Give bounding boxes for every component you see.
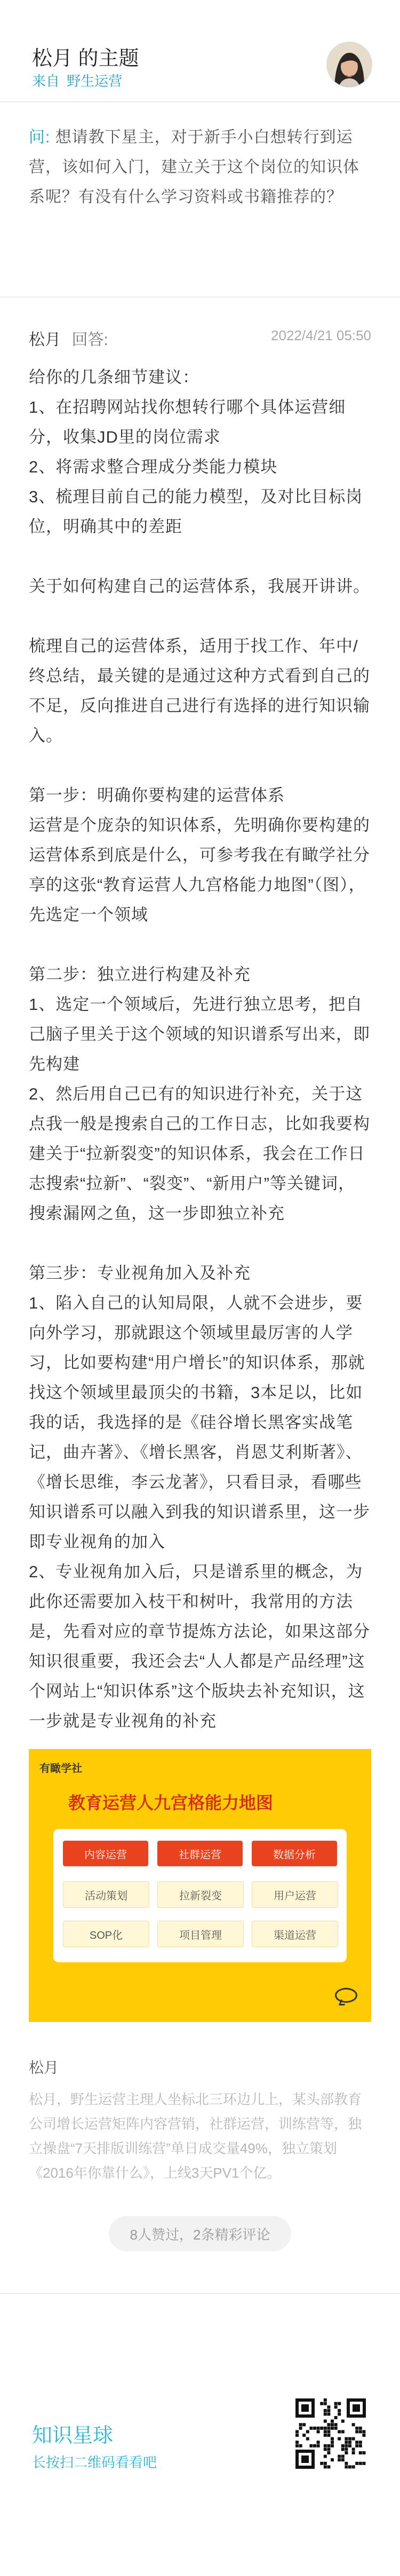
qr-module (341, 2447, 345, 2451)
paragraph-gap (29, 1229, 371, 1258)
qr-module (327, 2434, 330, 2437)
footer-divider (0, 2293, 400, 2294)
qr-module (306, 2437, 309, 2441)
map-cell: 项目管理 (157, 1921, 244, 1947)
qr-module (355, 2441, 358, 2444)
qr-module (359, 2451, 362, 2454)
answer-paragraph: 1、在招聘网站找你想转行哪个具体运营细分，收集JD里的岗位需求 (29, 398, 346, 446)
answer-header (29, 326, 371, 353)
paragraph-gap (29, 930, 371, 960)
qr-module (320, 2427, 323, 2430)
answer-paragraph: 第二步：独立进行构建及补充 (29, 965, 251, 984)
qr-module (324, 2462, 327, 2465)
qr-module (352, 2423, 355, 2426)
author-avatar[interactable] (326, 42, 372, 87)
avatar-image (327, 42, 372, 87)
answer-paragraph: 运营是个庞杂的知识体系，先明确你要构建的运营体系到底是什么，可参考我在有瞰学社分享的这张“教育运营人九宫格能力地图”（图），先选定一个领域 (29, 816, 370, 924)
qr-module (327, 2444, 330, 2447)
qr-module (355, 2427, 358, 2430)
paragraph-gap (29, 542, 371, 572)
qr-module (345, 2441, 348, 2444)
qr-module (327, 2423, 330, 2426)
map-grid (53, 1829, 347, 1962)
qr-module (295, 2430, 299, 2433)
qr-module (299, 2423, 302, 2426)
qr-module (302, 2434, 306, 2437)
qr-module (309, 2444, 313, 2447)
qr-module (327, 2409, 330, 2412)
qr-module (331, 2437, 334, 2441)
qr-module (313, 2427, 316, 2430)
qr-module (324, 2434, 327, 2437)
qr-module (306, 2430, 309, 2433)
qr-module (352, 2447, 355, 2451)
qr-module (320, 2462, 323, 2465)
answer-paragraph: 2、然后用自己已有的知识进行补充，关于这点我一般是搜索自己的工作日志，比如我要构建关于“拉新裂变”的知识体系，我会在工作日志搜索“拉新”、“裂变”、“新用户”等关键词，搜索漏网之鱼，这一步即独立补充 (29, 1085, 370, 1223)
qr-module (324, 2402, 327, 2405)
footer-tip: 长按扫二维码看看吧 (32, 2454, 157, 2470)
qr-module (324, 2465, 327, 2468)
qr-module (295, 2441, 299, 2444)
answer-paragraph: 1、选定一个领域后，先进行独立思考，把自己脑子里关于这个领域的知识谱系写出来，即先构建 (29, 995, 370, 1073)
qr-module (362, 2451, 365, 2454)
answer-paragraph: 梳理自己的运营体系，适用于找工作、年中/终总结，最关键的是通过这种方式看到自己的不足，反向推进自己进行有选择的进行知识输入。 (29, 637, 370, 745)
qr-module (317, 2441, 320, 2444)
answer-paragraph: 2、专业视角加入后，只是谱系里的概念，为此你还需要加入枝干和树叶，我常用的方法是，先看对应的章节提炼方法论，如果这部分知识很重要，我还会去“人人都是产品经理”这个网站上“知识体系”这个版块去补充知识，这一步就是专业视角的补充 (29, 1562, 370, 1730)
qr-module (324, 2409, 327, 2412)
map-cell: 内容运营 (63, 1841, 148, 1866)
qr-module (338, 2412, 341, 2415)
qr-code-image (293, 2396, 368, 2471)
answer-paragraph: 2、将需求整合理成分类能力模块 (29, 458, 278, 476)
qr-module (348, 2437, 351, 2441)
qr-module (359, 2427, 362, 2430)
qr-module (345, 2451, 348, 2454)
qr-module (348, 2441, 351, 2444)
map-title: 教育运营人九宫格能力地图 (68, 1793, 274, 1812)
qr-module (338, 2409, 341, 2412)
qr-module (334, 2402, 338, 2405)
qr-module (338, 2430, 341, 2433)
qr-module (327, 2430, 330, 2433)
qr-module (299, 2444, 302, 2447)
qr-module (341, 2444, 345, 2447)
qr-module (362, 2434, 365, 2437)
question-tag: 问: (29, 129, 51, 146)
qr-module (302, 2423, 306, 2426)
qr-module (355, 2444, 358, 2447)
qr-module (341, 2430, 345, 2433)
qr-module (299, 2427, 302, 2430)
question-block (29, 123, 371, 212)
map-cell: SOP化 (63, 1921, 149, 1947)
qr-module (359, 2444, 362, 2447)
map-brand: 有瞰学社 (39, 1763, 82, 1775)
answer-paragraph: 第三步：专业视角加入及补充 (29, 1264, 251, 1282)
qr-module (334, 2405, 338, 2409)
qr-module (341, 2455, 345, 2458)
qr-module (309, 2427, 313, 2430)
qr-module (359, 2441, 362, 2444)
topic-source (32, 70, 122, 90)
qr-module (324, 2412, 327, 2415)
qr-module (331, 2441, 334, 2444)
answer-body (29, 363, 371, 1736)
paragraph-gap (29, 751, 371, 781)
qr-module (324, 2455, 327, 2458)
answer-paragraph: 给你的几条细节建议： (29, 368, 199, 387)
qr-code[interactable] (293, 2396, 368, 2471)
qr-module (327, 2412, 330, 2415)
question-text: 想请教下星主，对于新手小白想转行到运营，该如何入门，建立关于这个岗位的知识体系呢？有没有什么学习资料或书籍推荐的？ (29, 129, 359, 206)
map-cell: 活动策划 (63, 1881, 149, 1908)
capability-map-image[interactable] (29, 1749, 371, 2022)
qr-module (295, 2444, 299, 2447)
qr-module (320, 2402, 323, 2405)
answer-paragraph: 关于如何构建自己的运营体系，我展开讲讲。 (29, 577, 370, 596)
source-circle-link[interactable]: 野生运营 (67, 73, 123, 89)
qr-module (345, 2437, 348, 2441)
chat-icon (335, 1988, 357, 2003)
qr-module (345, 2447, 348, 2451)
qr-module (324, 2447, 327, 2451)
qr-module (338, 2437, 341, 2441)
qr-module (331, 2423, 334, 2426)
qr-module (348, 2444, 351, 2447)
topic-title: 松月 的主题 (32, 47, 139, 70)
qr-module (324, 2427, 327, 2430)
footer (0, 2301, 400, 2576)
qr-module (324, 2444, 327, 2447)
topic-header (0, 0, 400, 91)
qr-module (352, 2437, 355, 2441)
map-cell: 拉新裂变 (157, 1881, 244, 1908)
qr-module (334, 2423, 338, 2426)
qr-module (359, 2462, 362, 2465)
answer-author[interactable]: 松月 (29, 331, 61, 349)
qr-module (317, 2444, 320, 2447)
qr-module (338, 2402, 341, 2405)
bio-name: 松月 (29, 2059, 59, 2076)
qr-module (345, 2465, 348, 2468)
qr-module (352, 2465, 355, 2468)
qr-module (331, 2420, 334, 2423)
qr-module (348, 2465, 351, 2468)
likes-comments-pill[interactable]: 8人赞过，2条精彩评论 (109, 2216, 291, 2251)
map-cell: 用户运营 (252, 1881, 338, 1908)
qr-module (334, 2416, 338, 2419)
qr-module (334, 2427, 338, 2430)
qr-module (338, 2458, 341, 2461)
qr-module (317, 2430, 320, 2433)
qr-module (327, 2405, 330, 2409)
answer-paragraph: 第一步：明确你要构建的运营体系 (29, 786, 285, 805)
qr-module (331, 2427, 334, 2430)
qr-module (352, 2451, 355, 2454)
map-cell: 社群运营 (157, 1841, 243, 1866)
qr-module (324, 2430, 327, 2433)
footer-brand: 知识星球 (32, 2425, 114, 2447)
qr-module (327, 2465, 330, 2468)
answer-paragraph: 1、陷入自己的认知局限，人就不会进步，要向外学习，那就跟这个领域里最厉害的人学习，比如要构建“用户增长”的知识体系，那就找这个领域里最顶尖的书籍，3本足以，比如我的话，我选择的是《硅谷增长黑客实战笔记，曲卉著》、《增长黑客，肖恩艾利斯著》、《增长思维，李云龙著》，只看目录，看哪些知识谱系可以融入到我的知识谱系里，这一步即专业视角的加入 (29, 1294, 370, 1551)
map-cell: 数据分析 (252, 1841, 337, 1866)
qr-module (338, 2455, 341, 2458)
qr-module (327, 2447, 330, 2451)
qr-module (355, 2430, 358, 2433)
qr-module (313, 2444, 316, 2447)
answer-date: 2022/4/21 05:50 (271, 327, 371, 343)
answer-tag: 回答: (71, 331, 108, 349)
header-divider (0, 101, 400, 102)
qr-module (317, 2427, 320, 2430)
qr-module (327, 2427, 330, 2430)
qr-module (345, 2444, 348, 2447)
qr-module (359, 2430, 362, 2433)
qr-module (341, 2420, 345, 2423)
paragraph-gap (29, 601, 371, 631)
qr-module (324, 2420, 327, 2423)
qr-module (327, 2451, 330, 2454)
qr-module (345, 2462, 348, 2465)
bio-text: 松月，野生运营主理人坐标北三环边儿上，某头部教育公司增长运营矩阵内容营销，社群运营，训练营等，独立操盘“7天排版训练营”单日成交量49%，独立策划《2016年你靠什么》，上线3天PV1个亿。 (29, 2091, 362, 2181)
answer-paragraph: 3、梳理目前自己的能力模型，及对比目标岗位，明确其中的差距 (29, 487, 363, 536)
qr-module (355, 2462, 358, 2465)
qr-module (362, 2430, 365, 2433)
question-divider (0, 296, 400, 298)
qr-module (324, 2398, 327, 2402)
qr-module (331, 2458, 334, 2461)
map-cell: 渠道运营 (252, 1921, 338, 1947)
qr-module (362, 2462, 365, 2465)
qr-module (295, 2434, 299, 2437)
source-prefix: 来自 (32, 73, 60, 89)
qr-module (341, 2458, 345, 2461)
qr-module (331, 2444, 334, 2447)
